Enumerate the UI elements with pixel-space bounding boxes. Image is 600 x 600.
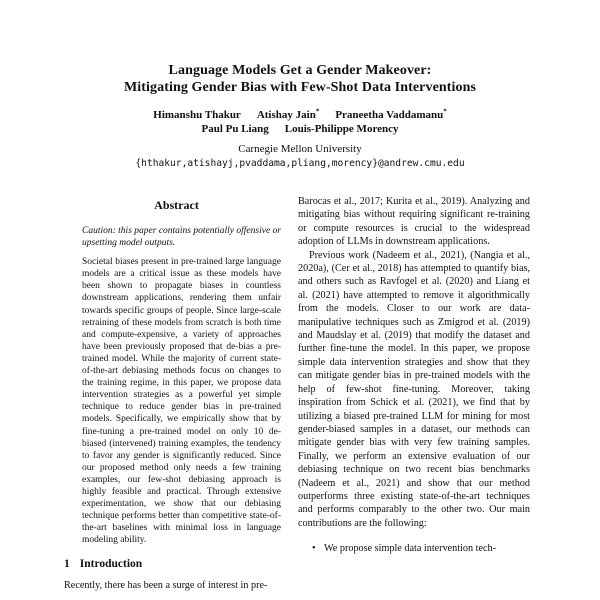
author-paul-pu-liang xyxy=(201,123,268,135)
bullet-text: We propose simple data intervention tech- xyxy=(324,543,497,555)
abstract-body: Societal biases present in pre-trained large language models are a critical issue as these models have been shown to propagate biases in countless downstream applications, rendering them unfair towards specific groups of people. Since large-scale retraining of these models from scratch is both time and compute-expensive, a variety of approaches have been previously proposed that de-bias a pre-trained model. While the majority of current state-of-the-art debiasing methods focus on changes to the training regime, in this paper, we propose data intervention strategies as a powerful yet simple technique to reduce gender bias in pre-trained models. Specifically, we empirically show that by fine-tuning a pre-trained model on only 10 de-biased (intervened) training examples, the tendency to favor any gender is significantly reduced. Since our proposed method only needs a few training examples, our few-shot debiasing approach is highly feasible and practical. Through extensive experimentation, we show that our debiasing technique performs better than competitive state-of-the-art baselines with minimal loss in language modeling ability. xyxy=(82,257,281,546)
two-column-body xyxy=(64,195,530,600)
paper-header xyxy=(0,0,600,170)
paper-title-line-2: Mitigating Gender Bias with Few-Shot Data Interventions xyxy=(123,79,477,95)
author-name: Louis-Philippe Morency xyxy=(284,122,399,135)
right-column xyxy=(298,195,530,600)
author-atishay-jain xyxy=(257,109,320,121)
author-praneetha-vaddamanu xyxy=(335,109,446,121)
author-mark: * xyxy=(443,107,447,116)
abstract-caution: Caution: this paper contains potentially offensive or upsetting model outputs. xyxy=(82,226,281,249)
author-mark: * xyxy=(315,107,320,116)
left-column xyxy=(64,195,289,600)
author-name: Praneetha Vaddamanu xyxy=(335,109,444,121)
authors-row-2 xyxy=(0,123,600,137)
author-name: Paul Pu Liang xyxy=(201,122,269,135)
right-column-paragraph-1: Barocas et al., 2017; Kurita et al., 2019). Analyzing and mitigating bias without requiring significant re-training or compute resources is crucial to the widespread adoption of LLMs in downstream applications. xyxy=(298,196,530,248)
bullet-icon: • xyxy=(312,543,316,555)
author-louis-philippe-morency xyxy=(285,123,399,135)
affiliation: Carnegie Mellon University xyxy=(238,143,362,155)
abstract-block xyxy=(82,225,281,546)
email-line: {hthakur,atishayj,pvaddama,pliang,morency}@andrew.cmu.edu xyxy=(135,158,465,169)
author-name: Atishay Jain xyxy=(256,109,316,121)
right-column-paragraph-2: Previous work (Nadeem et al., 2021), (Nangia et al., 2020a), (Cer et al., 2018) has attempted to quantify bias, and others such as Ravfogel et al. (2020) and Liang et al. (2021) have attempted to remove it algorithmically from the models. Closer to our work are data-manipulative techniques such as Zmigrod et al. (2019) and Maudslay et al. (2019) that modify the dataset and further fine-tune the model. In this paper, we propose simple data intervention strategies and show that they can mitigate gender bias in pre-trained models with the help of few-shot fine-tuning. Moreover, taking inspiration from Schick et al. (2021), we find that by utilizing a biased pre-trained LLM for mining for most gender-biased samples in a dataset, our methods can mitigate gender bias with very few training samples. Finally, we perform an extensive evaluation of our debiasing technique on two recent bias benchmarks (Nadeem et al., 2021) and show that our method outperforms three existing state-of-the-art techniques and performs comparably to the other two. Our main contributions are the following: xyxy=(298,249,530,529)
author-name: Himanshu Thakur xyxy=(153,109,241,121)
introduction-first-line: Recently, there has been a surge of interest in pre- xyxy=(64,580,268,592)
introduction-heading xyxy=(64,557,289,571)
author-block xyxy=(0,109,600,136)
contribution-bullet-1 xyxy=(298,542,530,555)
section-number: 1 xyxy=(64,558,70,571)
section-title: Introduction xyxy=(79,558,143,571)
abstract-heading: Abstract xyxy=(154,198,199,212)
paper-title-line-1: Language Models Get a Gender Makeover: xyxy=(168,63,432,78)
author-himanshu-thakur xyxy=(153,109,241,121)
authors-row-1 xyxy=(0,109,600,123)
